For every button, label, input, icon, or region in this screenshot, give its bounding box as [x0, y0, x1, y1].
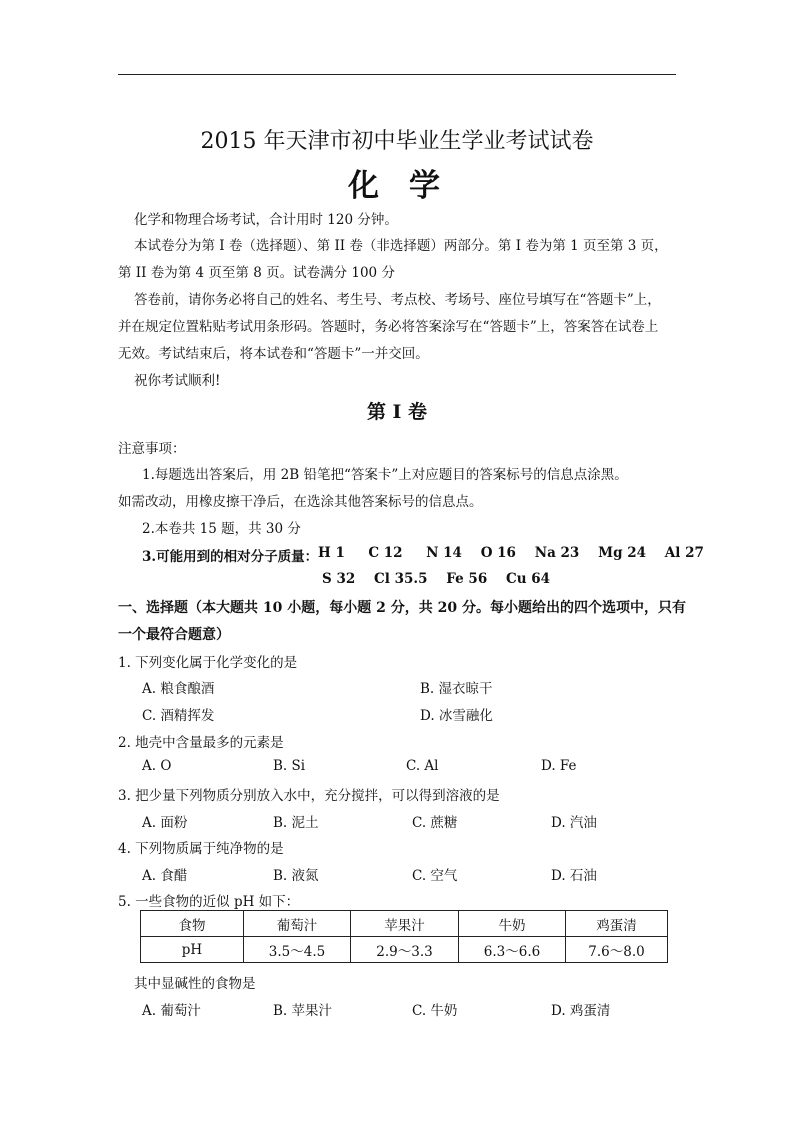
q2-stem: 2. 地壳中含量最多的元素是	[118, 735, 284, 751]
q5-option-b: B. 苹果汁	[273, 1003, 333, 1019]
ph-table	[140, 910, 668, 963]
ph-table-value-row	[141, 937, 668, 963]
intro-line-6: 无效。考试结束后，将本试卷和“答题卡”一并交回。	[118, 346, 429, 362]
ph-table-cell: 2.9～3.3	[351, 937, 459, 963]
intro-line-2: 本试卷分为第 I 卷（选择题）、第 II 卷（非选择题）两部分。第 I 卷为第 1 页至第 3 页，	[134, 238, 668, 254]
q1-option-c: C. 酒精挥发	[142, 708, 215, 724]
q4-option-a: A. 食醋	[142, 868, 188, 884]
intro-line-1: 化学和物理合场考试，合计用时 120 分钟。	[134, 212, 398, 228]
q1-stem: 1. 下列变化属于化学变化的是	[118, 655, 298, 671]
q5-option-a: A. 葡萄汁	[142, 1003, 201, 1019]
ph-table-cell: pH	[141, 937, 244, 963]
q3-option-d: D. 汽油	[551, 815, 597, 831]
molar-mass-line-2: S 32 Cl 35.5 Fe 56 Cu 64	[322, 571, 551, 587]
q5-stem: 5. 一些食物的近似 pH 如下：	[118, 894, 300, 910]
section-title: 第 I 卷	[366, 401, 428, 423]
intro-line-3: 第 II 卷为第 4 页至第 8 页。试卷满分 100 分	[118, 265, 395, 281]
ph-table-cell: 食物	[141, 911, 244, 937]
q4-stem: 4. 下列物质属于纯净物的是	[118, 841, 284, 857]
ph-table-header-row	[141, 911, 668, 937]
q2-option-c: C. Al	[406, 758, 439, 774]
ph-table-cell: 6.3～6.6	[459, 937, 566, 963]
molar-mass-line-1: H 1 C 12 N 14 O 16 Na 23 Mg 24 Al 27	[318, 545, 704, 561]
q2-option-d: D. Fe	[541, 758, 577, 774]
note-3-label: 3.可能用到的相对分子质量：	[142, 549, 319, 565]
part1-heading-line-2: 一个最符合题意）	[118, 627, 230, 643]
intro-line-7: 祝你考试顺利!	[134, 373, 221, 389]
ph-table-cell: 苹果汁	[351, 911, 459, 937]
q3-stem: 3. 把少量下列物质分别放入水中，充分搅拌，可以得到溶液的是	[118, 788, 500, 804]
q3-option-b: B. 泥土	[273, 815, 319, 831]
note-1b: 如需改动，用橡皮擦干净后，在选涂其他答案标号的信息点。	[118, 494, 483, 510]
q3-option-a: A. 面粉	[142, 815, 188, 831]
ph-table-cell: 7.6～8.0	[566, 937, 668, 963]
q1-option-b: B. 湿衣晾干	[420, 681, 493, 697]
exam-title: 2015 年天津市初中毕业生学业考试试卷	[200, 129, 594, 154]
q4-option-b: B. 液氮	[273, 868, 319, 884]
q4-option-c: C. 空气	[412, 868, 458, 884]
intro-line-5: 并在规定位置粘贴考试用条形码。答题时，务必将答案涂写在“答题卡”上，答案答在试卷上	[118, 319, 659, 335]
ph-table-cell: 葡萄汁	[244, 911, 351, 937]
ph-table-cell: 3.5～4.5	[244, 937, 351, 963]
q3-option-c: C. 蔗糖	[412, 815, 458, 831]
header-rule	[118, 74, 676, 75]
q5-follow: 其中显碱性的食物是	[134, 976, 256, 992]
part1-heading-line-1: 一、选择题（本大题共 10 小题，每小题 2 分，共 20 分。每小题给出的四个选项中，只有	[118, 600, 686, 616]
q1-option-d: D. 冰雪融化	[420, 708, 493, 724]
q4-option-d: D. 石油	[551, 868, 597, 884]
intro-line-4: 答卷前，请你务必将自己的姓名、考生号、考点校、考场号、座位号填写在“答题卡”上，	[134, 292, 661, 308]
ph-table-cell: 牛奶	[459, 911, 566, 937]
q2-option-b: B. Si	[273, 758, 306, 774]
ph-table-cell: 鸡蛋清	[566, 911, 668, 937]
q5-option-d: D. 鸡蛋清	[551, 1003, 611, 1019]
q5-option-c: C. 牛奶	[412, 1003, 458, 1019]
q1-option-a: A. 粮食酿酒	[142, 681, 215, 697]
q2-option-a: A. O	[142, 758, 172, 774]
notes-heading: 注意事项：	[118, 441, 186, 457]
note-2: 2.本卷共 15 题，共 30 分	[142, 521, 301, 537]
note-1a: 1.每题选出答案后，用 2B 铅笔把“答案卡”上对应题目的答案标号的信息点涂黑。	[142, 467, 628, 483]
subject-title: 化学	[348, 168, 470, 204]
